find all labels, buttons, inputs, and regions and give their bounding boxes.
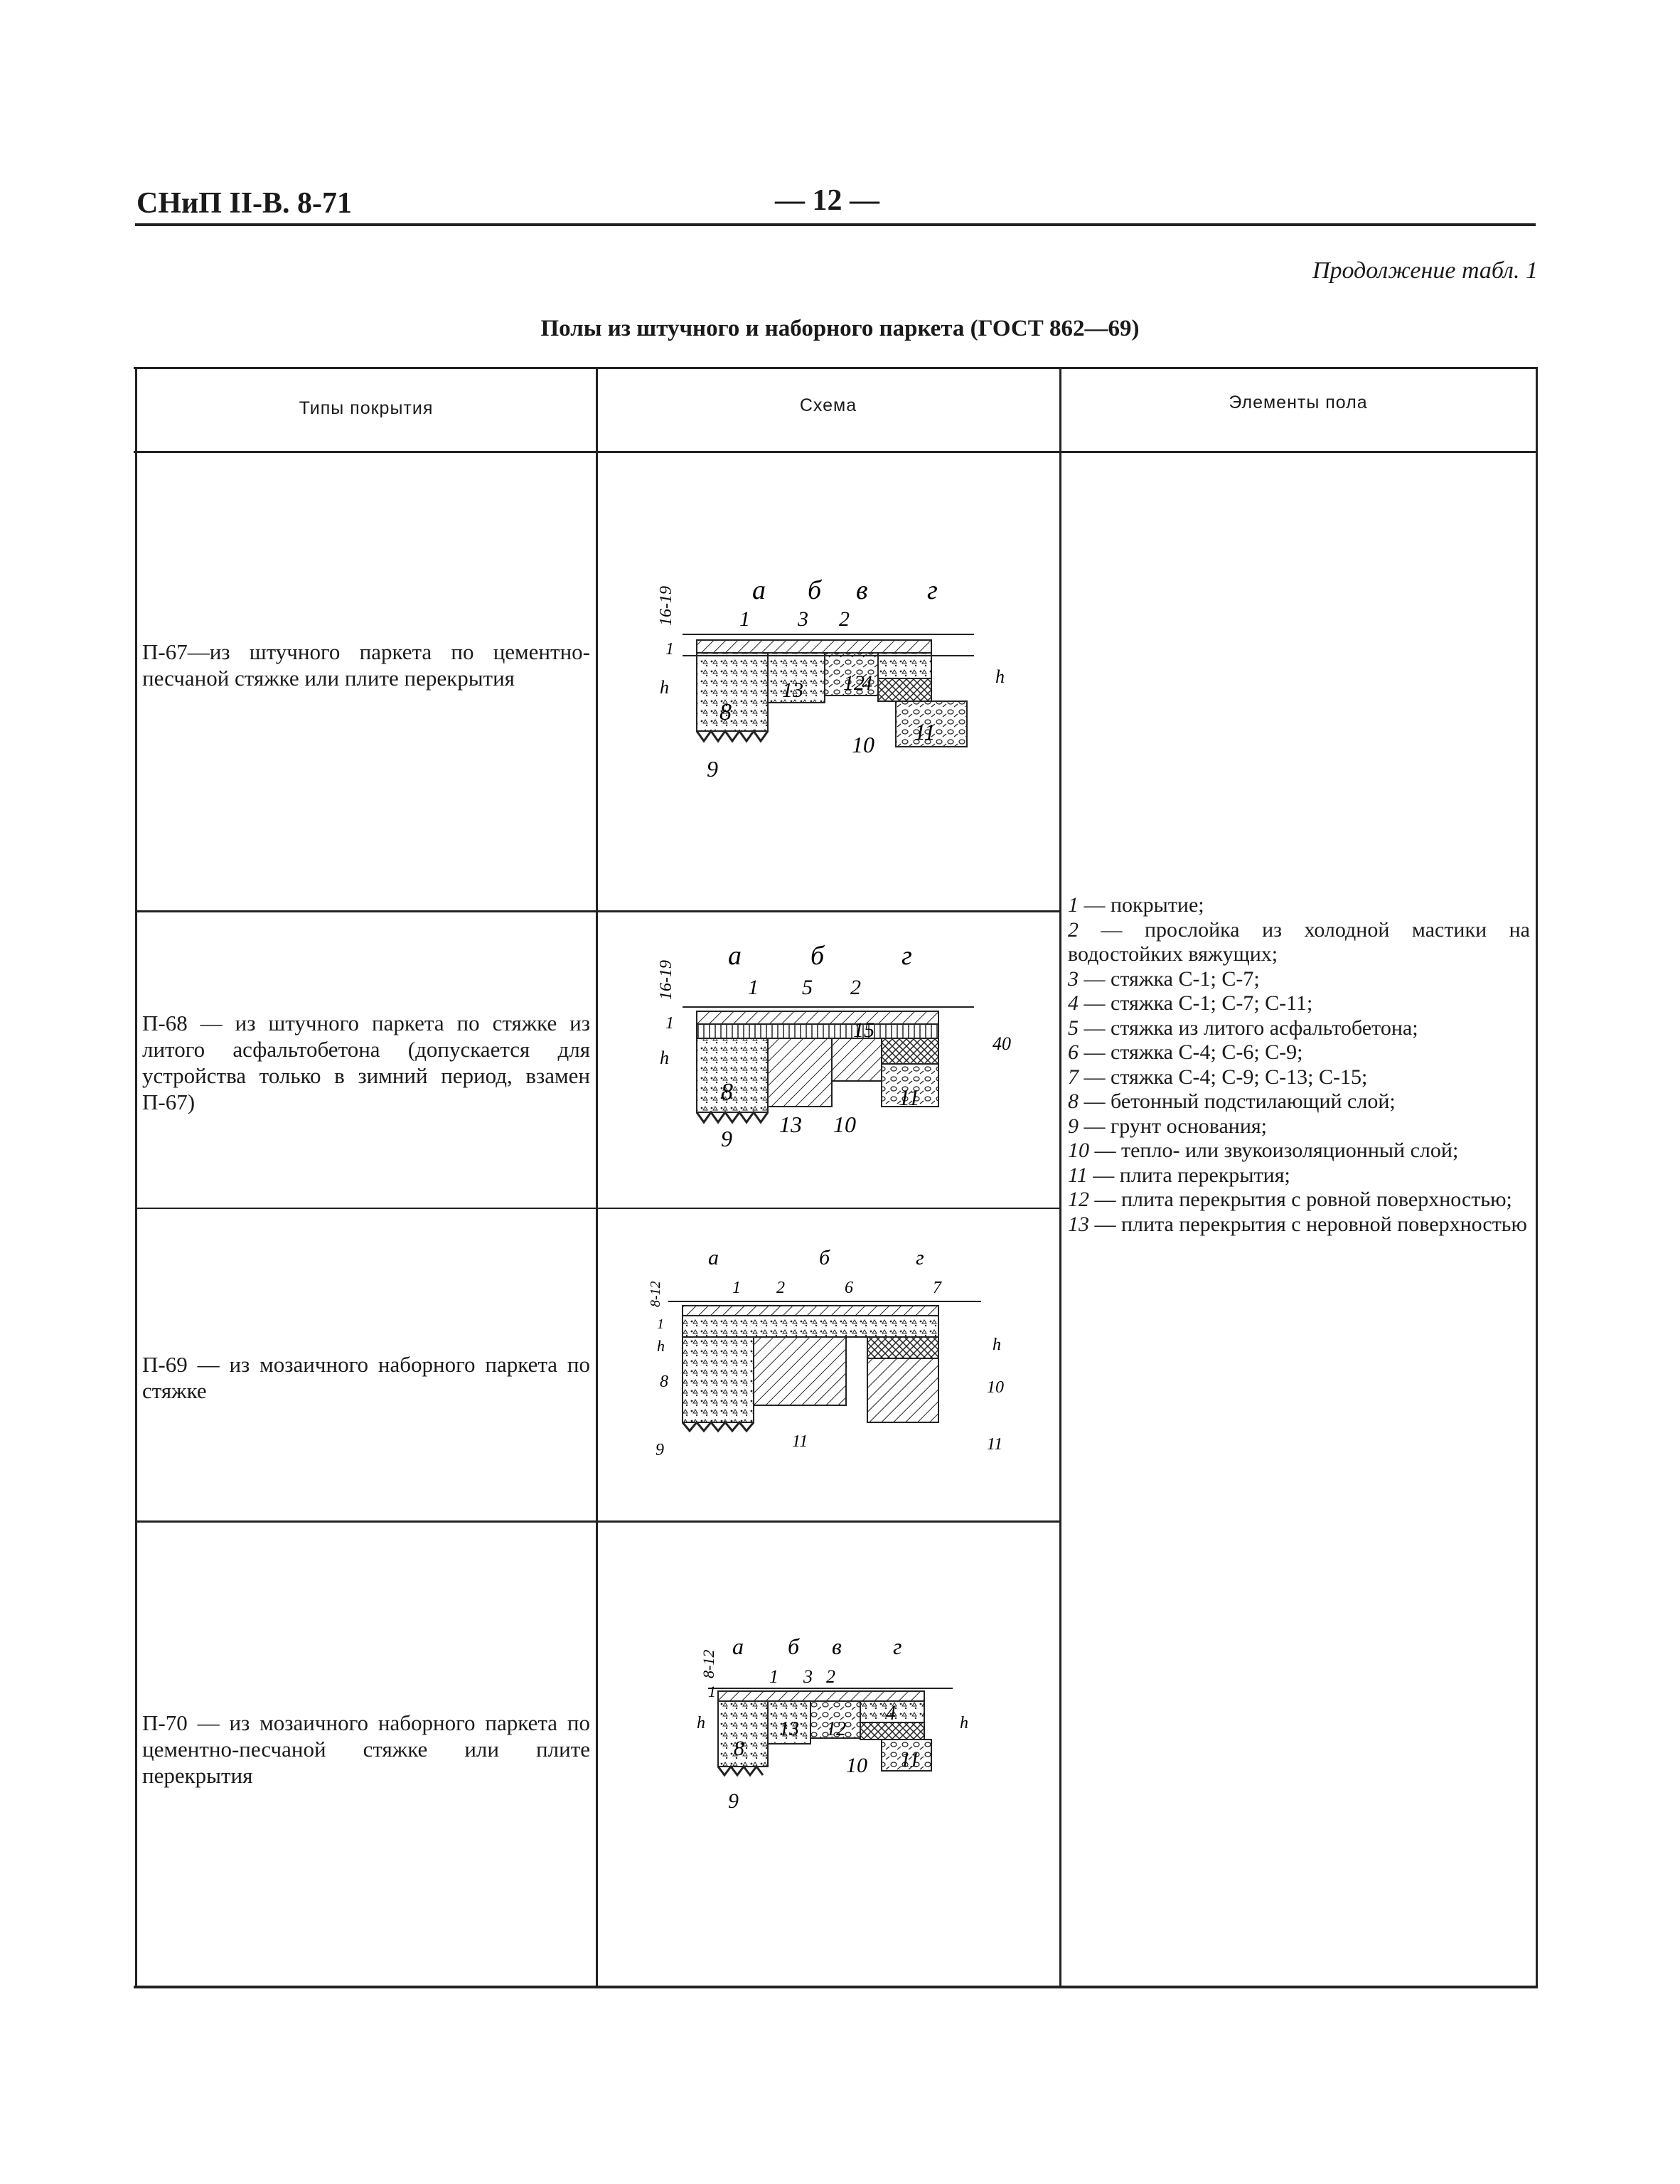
table-continuation-note: Продолжение табл. 1 (1312, 257, 1538, 284)
floor-elements-list (1068, 893, 1530, 1237)
scheme-label: 10 (833, 1112, 856, 1137)
scheme-dim: h (960, 1714, 968, 1732)
scheme-label: 4 (862, 671, 872, 695)
scheme-label: 7 (933, 1279, 941, 1297)
scheme-p70 (640, 1621, 1024, 1835)
element-item: 5 — стяжка из литого асфальтобетона; (1068, 1016, 1418, 1040)
element-item: 13 — плита перекрытия с неровной поверхностью (1068, 1212, 1527, 1236)
scheme-dim: h (660, 1048, 669, 1068)
element-item: 7 — стяжка С-4; С-9; С-13; С-15; (1068, 1065, 1368, 1089)
row-divider-2 (135, 1208, 1059, 1209)
scheme-col-label: а (752, 575, 766, 605)
scheme-label: 15 (853, 1018, 874, 1042)
scheme-label: 4 (886, 1703, 896, 1725)
scheme-label: 9 (728, 1789, 739, 1813)
table-top-border (134, 367, 1538, 369)
element-item: 12 — плита перекрытия с ровной поверхностью; (1068, 1188, 1512, 1211)
scheme-col-label: а (732, 1634, 744, 1659)
element-item: 8 — бетонный подстилающий слой; (1068, 1090, 1396, 1113)
scheme-col-label: г (901, 941, 912, 971)
scheme-dim: 1 (708, 1683, 716, 1700)
column-header-elements: Элементы пола (1229, 393, 1368, 412)
scheme-dim: h (697, 1714, 705, 1732)
scheme-dim: 8-12 (700, 1649, 717, 1678)
element-item: 11 — плита перекрытия; (1068, 1163, 1290, 1187)
scheme-label: 8 (734, 1737, 744, 1760)
scheme-col-label: г (893, 1634, 902, 1659)
scheme-label: 9 (707, 756, 718, 782)
element-item: 1 — покрытие; (1068, 893, 1204, 917)
scheme-label: 11 (987, 1435, 1003, 1454)
scheme-dim: h (995, 666, 1005, 687)
table-left-border (135, 367, 137, 1986)
scheme-label: 8 (721, 1079, 733, 1105)
scheme-label: 13 (779, 1718, 799, 1740)
scheme-p67 (640, 569, 1024, 797)
scheme-label: 2 (850, 976, 861, 999)
scheme-label: 1 (748, 976, 759, 999)
scheme-col-label: б (808, 575, 822, 605)
row-divider-1 (135, 910, 1059, 912)
element-item: 2 — прослойка из холодной мастики на водостойких вяжущих; (1068, 917, 1530, 966)
scheme-col-label: в (856, 575, 868, 605)
scheme-label: 1 (732, 1279, 741, 1297)
element-item: 10 — тепло- или звукоизоляционный слой; (1068, 1139, 1459, 1162)
scheme-label: 13 (779, 1112, 802, 1137)
element-item: 3 — стяжка С-1; С-7; (1068, 966, 1260, 991)
scheme-label: 9 (656, 1441, 664, 1459)
scheme-label: 13 (782, 678, 803, 702)
scheme-dim: 1 (665, 640, 674, 659)
scheme-p69 (640, 1229, 1024, 1471)
scheme-col-label: г (927, 575, 938, 605)
scheme-label: 11 (899, 1085, 920, 1110)
scheme-label: 3 (803, 1666, 813, 1687)
column-header-type: Типы покрытия (299, 398, 434, 418)
row-type-p67: П-67—из штучного паркета по цементно-песчаной стяжке или плите перекрытия (142, 639, 590, 691)
scheme-dim: 8-12 (648, 1281, 663, 1307)
table-head-border (134, 451, 1538, 453)
scheme-col-label: б (810, 941, 825, 971)
row-type-p70: П-70 — из мозаичного наборного паркета по цементно-песчаной стяжке или плите перекрытия (142, 1710, 590, 1788)
scheme-label: 8 (719, 699, 732, 725)
scheme-dim: 1 (665, 1014, 674, 1033)
scheme-label: 12 (826, 1718, 846, 1740)
column-divider-1 (596, 367, 598, 1986)
page-number: — 12 — (775, 184, 879, 217)
column-divider-2 (1059, 367, 1061, 1986)
scheme-dim: h (660, 677, 669, 698)
scheme-label: 3 (798, 607, 808, 631)
row-type-p68: П-68 — из штучного паркета по стяжке из литого асфальтобетона (допускается для устройства только в зимний период, взамен П-67) (142, 1011, 590, 1114)
table-title: Полы из штучного и наборного паркета (ГОСТ 862—69) (540, 316, 1140, 341)
column-header-scheme: Схема (799, 395, 857, 415)
element-item: 4 — стяжка С-1; С-7; С-11; (1068, 991, 1313, 1015)
scheme-dim: h (993, 1336, 1001, 1354)
scheme-label: 5 (802, 976, 813, 999)
scheme-label: 11 (900, 1748, 920, 1772)
scheme-label: 12 (843, 671, 865, 695)
scheme-label: 1 (739, 607, 750, 631)
scheme-col-label: в (832, 1634, 842, 1659)
element-item: 9 — грунт основания; (1068, 1114, 1268, 1138)
row-divider-3 (135, 1520, 1059, 1523)
scheme-dim: 16-19 (657, 586, 675, 626)
scheme-label: 2 (776, 1279, 785, 1297)
scheme-label: 2 (839, 607, 850, 631)
scheme-dim: 1 (657, 1316, 664, 1332)
row-type-p69: П-69 — из мозаичного наборного паркета по стяжке (142, 1352, 590, 1403)
document-code: СНиП II-В. 8-71 (137, 187, 353, 220)
table-bottom-border (134, 1986, 1538, 1988)
scheme-col-label: б (819, 1246, 830, 1269)
scheme-p68 (640, 936, 1024, 1178)
scheme-label: 10 (987, 1378, 1004, 1397)
scheme-label: 2 (826, 1666, 835, 1687)
scheme-col-label: а (708, 1246, 719, 1269)
scheme-label: 9 (721, 1126, 732, 1151)
table-right-border (1536, 367, 1538, 1986)
header-rule (135, 223, 1536, 226)
scheme-label: 1 (769, 1666, 779, 1687)
scheme-col-label: а (728, 941, 742, 971)
scheme-dim: h (657, 1337, 665, 1355)
scheme-label: 8 (660, 1373, 668, 1391)
scheme-col-label: г (916, 1246, 924, 1269)
scheme-col-label: б (788, 1634, 800, 1659)
scheme-dim: 16-19 (657, 960, 675, 1000)
scheme-dim: 40 (993, 1033, 1011, 1054)
element-item: 6 — стяжка С-4; С-6; С-9; (1068, 1040, 1303, 1064)
scheme-label: 11 (914, 719, 936, 745)
scheme-label: 10 (852, 732, 874, 757)
scheme-label: 6 (845, 1279, 853, 1297)
scheme-label: 11 (792, 1432, 808, 1451)
scheme-label: 10 (846, 1754, 867, 1777)
